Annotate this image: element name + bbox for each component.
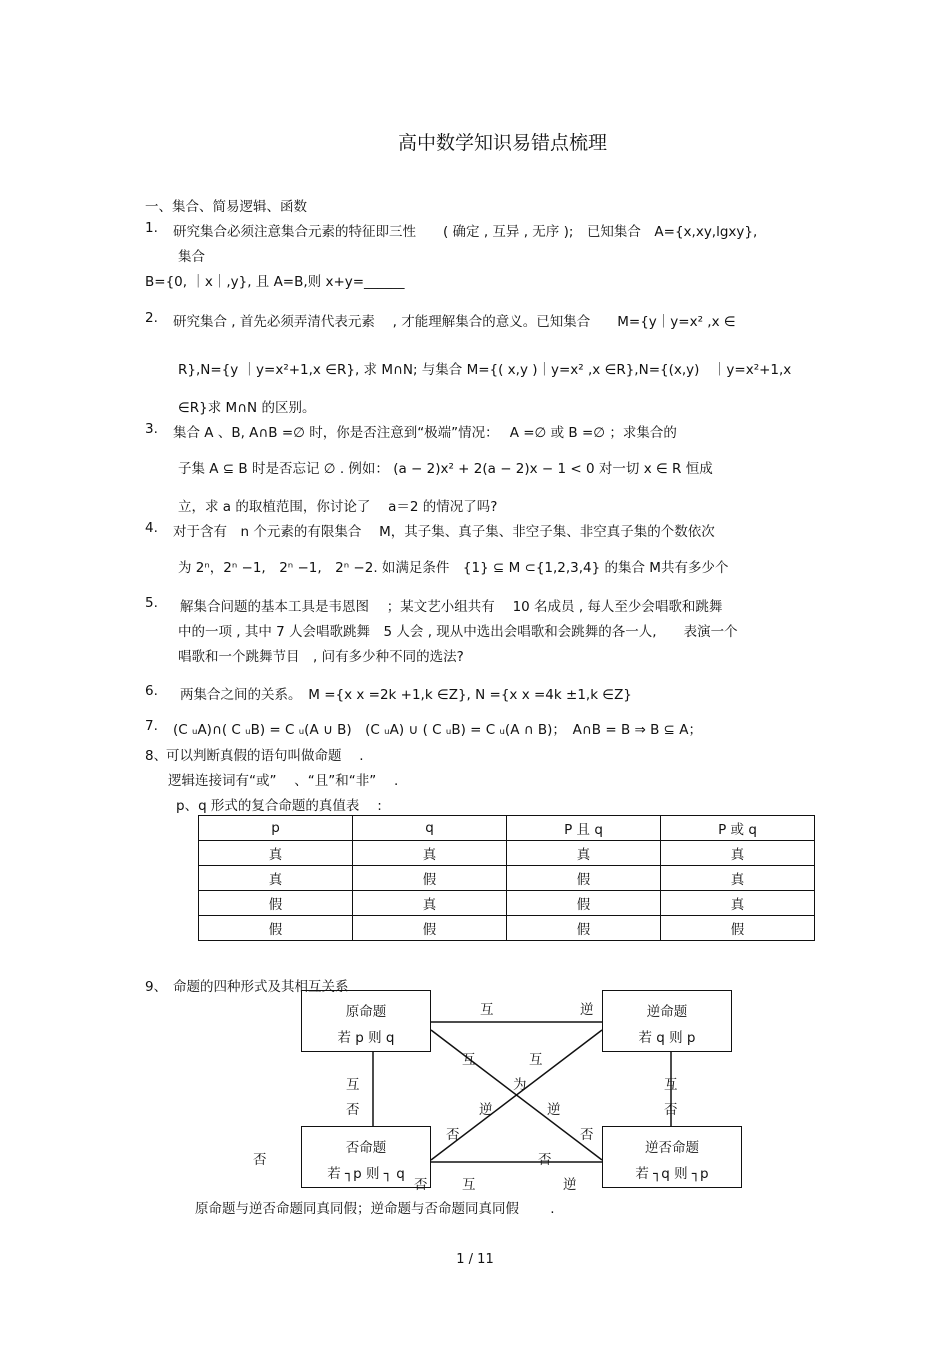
label-hu: 互 <box>480 1002 494 1018</box>
table-cell: 假 <box>507 891 661 916</box>
table-cell: 假 <box>507 866 661 891</box>
box-inverse-proposition <box>301 1126 431 1188</box>
converse-form: 若 q 则 p <box>638 1030 696 1046</box>
item-4-number: 4. <box>145 520 158 536</box>
table-cell: 假 <box>353 916 507 941</box>
label-fou: 否 <box>664 1102 678 1118</box>
label-wei: 为 <box>513 1077 527 1093</box>
table-cell: 真 <box>199 866 353 891</box>
item-9-line1: 命题的四种形式及其相互关系 <box>173 979 349 995</box>
original-name: 原命题 <box>345 1004 387 1020</box>
table-cell: 假 <box>199 916 353 941</box>
label-ni: 逆 <box>563 1177 577 1193</box>
item-8-line3: p、q 形式的复合命题的真值表 : <box>176 798 382 814</box>
table-header-cell: p <box>199 816 353 841</box>
table-cell: 假 <box>661 916 815 941</box>
box-original-proposition <box>301 990 431 1052</box>
label-ni: 逆 <box>547 1102 561 1118</box>
item-5-line1: 解集合问题的基本工具是韦恩图 ；某文艺小组共有 10 名成员 , 每人至少会唱歌和跳舞 <box>180 599 723 615</box>
table-cell: 真 <box>353 841 507 866</box>
inverse-form: 若 ┐p 则 ┐ q <box>327 1166 405 1182</box>
item-3-line2: 子集 A ⊆ B 时是否忘记 ∅ . 例如： (a − 2)x² + 2(a − 2)x − 1 < 0 对一切 x ∈ R 恒成 <box>178 461 713 477</box>
item-8-line2: 逻辑连接词有“或” 、“且”和“非” . <box>168 773 399 789</box>
converse-name: 逆命题 <box>646 1004 688 1020</box>
table-cell: 真 <box>353 891 507 916</box>
item-2-number: 2. <box>145 310 158 326</box>
section-heading: 一、集合、简易逻辑、函数 <box>145 199 307 215</box>
item-1-line1: 研究集合必须注意集合元素的特征即三性 ( 确定 , 互异 , 无序 ); 已知集合 A={x,xy,lgxy}, <box>173 224 758 240</box>
item-5-line3: 唱歌和一个跳舞节目 , 问有多少种不同的选法? <box>178 649 464 665</box>
label-ni: 逆 <box>479 1102 493 1118</box>
item-3-line1: 集合 A 、B, A∩B =∅ 时，你是否注意到“极端”情况： A =∅ 或 B =∅ ；求集合的 <box>173 425 677 441</box>
item-2-line1: 研究集合 , 首先必须弄清代表元素 , 才能理解集合的意义。已知集合 M={y｜y=x² ,x ∈ <box>173 314 736 330</box>
table-cell: 真 <box>199 841 353 866</box>
contrapositive-form: 若 ┐q 则 ┐p <box>635 1166 709 1182</box>
item-6-line1: 两集合之间的关系。 M ={x x =2k +1,k ∈Z}, N ={x x =4k ±1,k ∈Z} <box>180 687 632 703</box>
table-header-cell: P 或 q <box>661 816 815 841</box>
item-7-number: 7. <box>145 718 158 734</box>
item-4-line2: 为 2ⁿ，2ⁿ −1, 2ⁿ −1, 2ⁿ −2. 如满足条件 {1} ⊆ M ⊂{1,2,3,4} 的集合 M共有多少个 <box>178 560 729 576</box>
table-cell: 假 <box>199 891 353 916</box>
table-cell: 真 <box>661 866 815 891</box>
item-3-line3: 立，求 a 的取植范围，你讨论了 a＝2 的情况了吗? <box>178 499 498 515</box>
table-cell: 真 <box>661 891 815 916</box>
table-cell: 真 <box>661 841 815 866</box>
item-3-number: 3. <box>145 421 158 437</box>
label-ni: 逆 <box>580 1002 594 1018</box>
table-header-cell: q <box>353 816 507 841</box>
item-1-number: 1. <box>145 220 158 236</box>
item-6-number: 6. <box>145 683 158 699</box>
item-7-line1: (C ᵤA)∩( C ᵤB) = C ᵤ(A ∪ B) (C ᵤA) ∪ ( C ᵤB) = C ᵤ(A ∩ B)； A∩B = B ⇒ B ⊆ A； <box>173 722 702 738</box>
label-hu: 互 <box>529 1052 543 1068</box>
original-form: 若 p 则 q <box>337 1030 395 1046</box>
label-hu: 互 <box>346 1077 360 1093</box>
item-8-number: 8、 <box>145 748 168 764</box>
item-8-line1: 可以判断真假的语句叫做命题 . <box>166 748 364 764</box>
label-hu: 互 <box>462 1052 476 1068</box>
label-fou: 否 <box>253 1152 267 1168</box>
item-2-line3: ∈R}求 M∩N 的区别。 <box>178 400 316 416</box>
inverse-name: 否命题 <box>345 1140 387 1156</box>
diagram-conclusion: 原命题与逆否命题同真同假；逆命题与否命题同真同假 . <box>195 1201 555 1217</box>
table-cell: 真 <box>507 841 661 866</box>
item-9-number: 9、 <box>145 979 168 995</box>
item-5-number: 5. <box>145 595 158 611</box>
label-fou: 否 <box>538 1152 552 1168</box>
box-contrapositive-proposition <box>602 1126 742 1188</box>
box-converse-proposition <box>602 990 732 1052</box>
table-cell: 假 <box>507 916 661 941</box>
table-header-cell: P 且 q <box>507 816 661 841</box>
item-1-line2: 集合 <box>178 249 205 265</box>
label-fou: 否 <box>414 1177 428 1193</box>
item-4-line1: 对于含有 n 个元素的有限集合 M，其子集、真子集、非空子集、非空真子集的个数依次 <box>173 524 715 540</box>
item-1-line3: B={0, ｜x｜,y}, 且 A=B,则 x+y=______ <box>145 274 405 290</box>
label-fou: 否 <box>580 1127 594 1143</box>
table-cell: 假 <box>353 866 507 891</box>
item-2-line2: R},N={y ｜y=x²+1,x ∈R}, 求 M∩N; 与集合 M={( x,y )｜y=x² ,x ∈R},N={(x,y) ｜y=x²+1,x <box>178 362 792 378</box>
page-title: 高中数学知识易错点梳理 <box>397 132 607 154</box>
page-number: 1 / 11 <box>456 1252 494 1267</box>
label-hu: 互 <box>462 1177 476 1193</box>
item-5-line2: 中的一项 , 其中 7 人会唱歌跳舞 5 人会 , 现从中选出会唱歌和会跳舞的各一人, 表演一个 <box>178 624 738 640</box>
contrapositive-name: 逆否命题 <box>645 1140 699 1156</box>
label-fou: 否 <box>346 1102 360 1118</box>
label-hu: 互 <box>664 1077 678 1093</box>
label-fou: 否 <box>446 1127 460 1143</box>
